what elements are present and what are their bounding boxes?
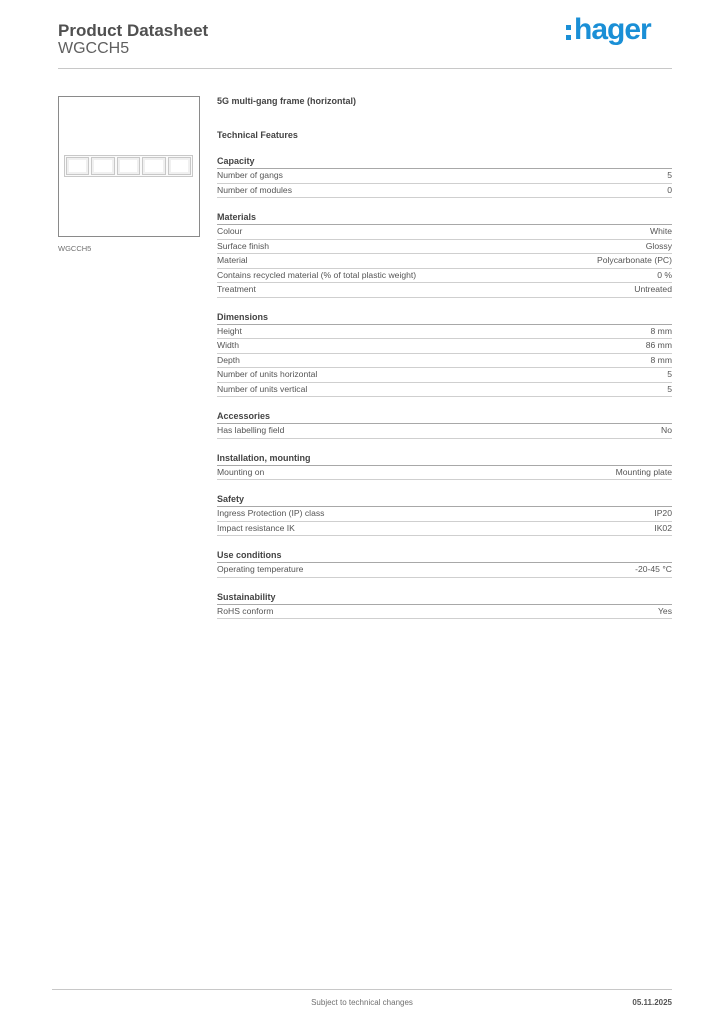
feature-label: Surface finish	[217, 240, 270, 251]
feature-value: 0 %	[657, 269, 672, 280]
section	[217, 493, 672, 536]
gang-opening	[117, 157, 140, 175]
feature-value: Untreated	[634, 284, 672, 294]
feature-sections	[217, 155, 672, 619]
section	[217, 155, 672, 198]
multi-gang-frame-illustration	[64, 155, 193, 177]
product-image	[58, 96, 200, 237]
feature-value: IP20	[654, 508, 672, 518]
feature-row	[217, 325, 672, 340]
feature-label: Operating temperature	[217, 564, 304, 574]
feature-label: Mounting on	[217, 466, 265, 477]
section	[217, 410, 672, 439]
feature-label: Has labelling field	[217, 425, 285, 435]
feature-value: 8 mm	[650, 354, 672, 365]
section	[217, 311, 672, 398]
feature-value: White	[650, 226, 672, 236]
feature-value: 5	[667, 383, 672, 394]
feature-row	[217, 383, 672, 398]
feature-label: Impact resistance IK	[217, 522, 295, 533]
feature-value: Polycarbonate (PC)	[597, 255, 672, 265]
feature-value: Mounting plate	[615, 466, 672, 477]
feature-label: Width	[217, 340, 239, 350]
technical-features-heading: Technical Features	[217, 130, 298, 140]
feature-label: Number of gangs	[217, 170, 283, 180]
feature-row	[217, 522, 672, 537]
section-title: Materials	[217, 211, 672, 225]
footer-note: Subject to technical changes	[311, 998, 413, 1007]
product-image-caption: WGCCH5	[58, 244, 92, 253]
feature-row	[217, 184, 672, 199]
feature-row	[217, 283, 672, 298]
feature-row	[217, 240, 672, 255]
feature-label: Depth	[217, 354, 240, 365]
feature-value: 5	[667, 369, 672, 379]
feature-label: Ingress Protection (IP) class	[217, 508, 325, 518]
product-name: 5G multi-gang frame (horizontal)	[217, 96, 357, 106]
feature-label: Colour	[217, 226, 243, 236]
header-divider	[58, 68, 672, 69]
feature-label: Material	[217, 255, 248, 265]
feature-row	[217, 169, 672, 184]
feature-row	[217, 563, 672, 578]
feature-row	[217, 466, 672, 481]
section-title: Use conditions	[217, 549, 672, 563]
feature-value: 5	[667, 170, 672, 180]
feature-value: Glossy	[645, 240, 672, 251]
gang-opening	[142, 157, 165, 175]
section-title: Safety	[217, 493, 672, 507]
gang-opening	[66, 157, 89, 175]
gang-opening	[91, 157, 114, 175]
section	[217, 452, 672, 481]
feature-row	[217, 269, 672, 284]
section	[217, 549, 672, 578]
feature-label: Treatment	[217, 284, 256, 294]
feature-row	[217, 254, 672, 269]
feature-value: 0	[667, 184, 672, 195]
product-code: WGCCH5	[58, 40, 130, 57]
section-title: Accessories	[217, 410, 672, 424]
feature-label: Number of units vertical	[217, 383, 308, 394]
section	[217, 591, 672, 620]
feature-label: RoHS conform	[217, 605, 274, 616]
feature-value: Yes	[657, 605, 672, 616]
footer-date: 05.11.2025	[632, 998, 672, 1007]
section-title: Dimensions	[217, 311, 672, 325]
logo-text: hager	[574, 13, 651, 46]
footer-divider	[52, 989, 672, 990]
page-title: Product Datasheet	[58, 21, 209, 40]
feature-value: IK02	[654, 522, 672, 533]
gang-opening	[168, 157, 191, 175]
section	[217, 211, 672, 298]
feature-value: 8 mm	[650, 325, 672, 336]
feature-row	[217, 605, 672, 620]
feature-label: Number of units horizontal	[217, 369, 318, 379]
feature-value: No	[661, 425, 672, 435]
feature-label: Number of modules	[217, 184, 292, 195]
logo-dots-icon	[566, 25, 571, 40]
feature-row	[217, 368, 672, 383]
feature-row	[217, 507, 672, 522]
feature-value: 86 mm	[645, 340, 672, 350]
section-title: Installation, mounting	[217, 452, 672, 466]
hager-logo	[566, 12, 651, 48]
section-title: Sustainability	[217, 591, 672, 605]
feature-value: -20-45 °C	[635, 564, 672, 574]
feature-label: Contains recycled material (% of total plastic weight)	[217, 269, 417, 280]
feature-row	[217, 354, 672, 369]
feature-row	[217, 339, 672, 354]
feature-label: Height	[217, 325, 242, 336]
datasheet-content	[217, 95, 672, 619]
feature-row	[217, 225, 672, 240]
feature-row	[217, 424, 672, 439]
section-title: Capacity	[217, 155, 672, 169]
